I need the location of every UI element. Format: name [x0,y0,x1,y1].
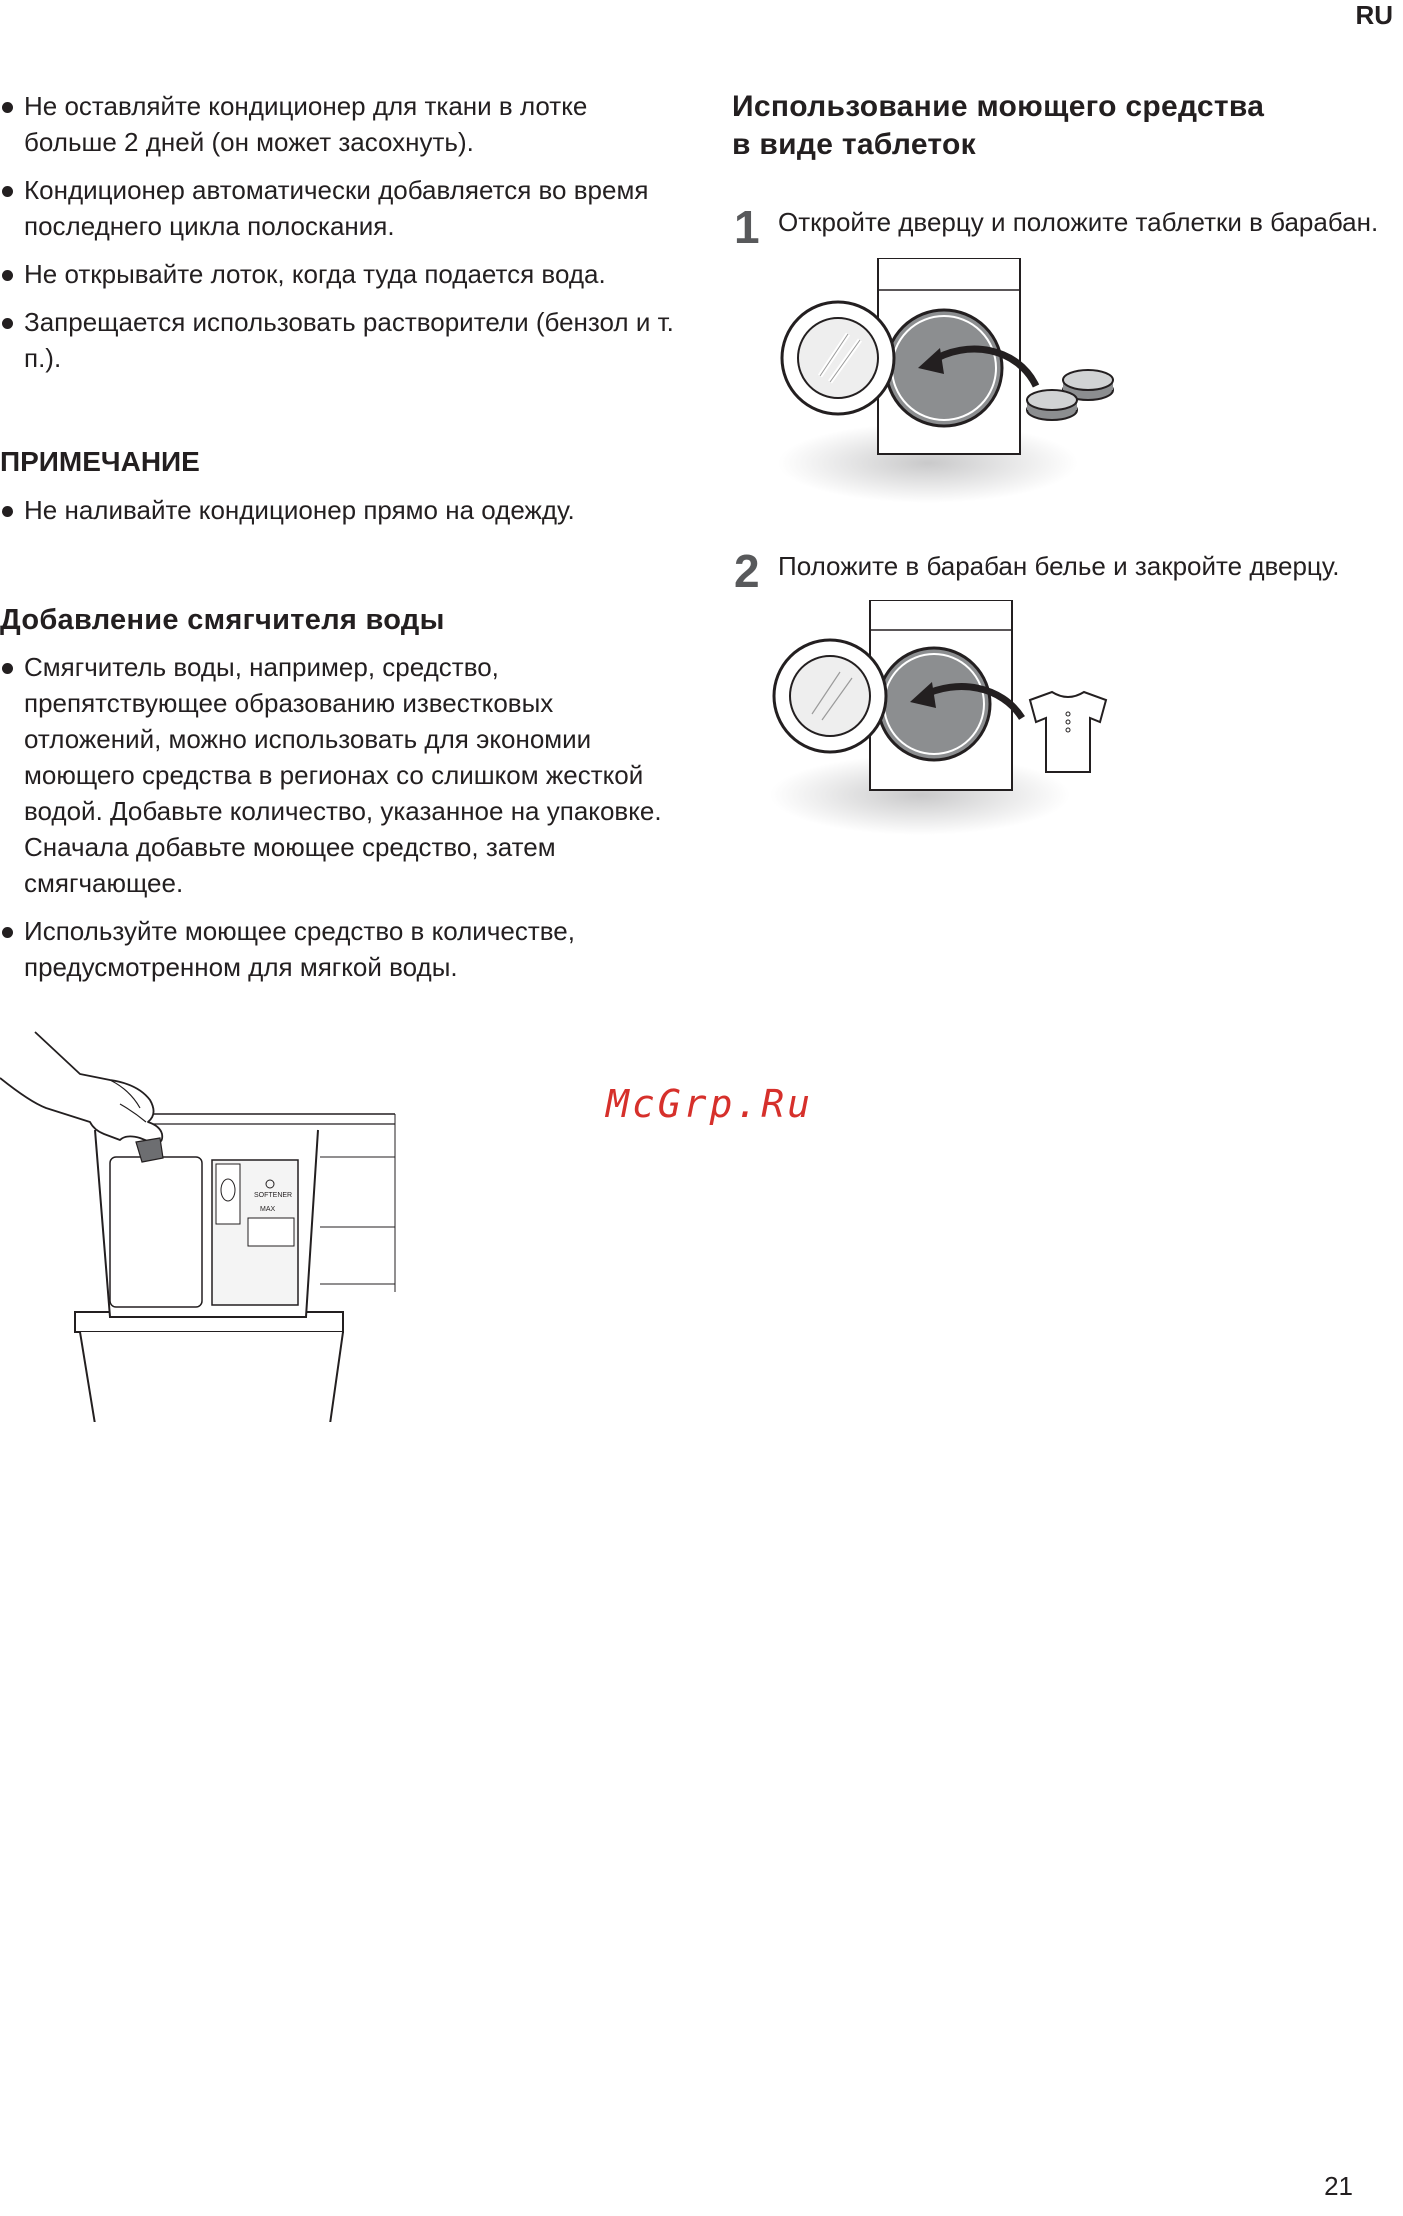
list-item: Кондиционер автоматически добавляется во время последнего цикла полоскания. [0,172,680,244]
note-list [0,492,680,528]
step-text: Откройте дверцу и положите таблетки в барабан. [778,207,1379,237]
list-item: Смягчитель воды, например, средство, препятствующее образованию известковых отложений, можно использовать для экономии моющего средства в регионах со слишком жесткой водой. Добавьте количество, указанное на упаковке. Сначала добавьте моющее средство, затем смягчающее. [0,649,680,901]
step-number: 2 [734,545,760,597]
heading-line-1: Использование моющего средства [732,90,1265,123]
page-number: 21 [1324,2171,1353,2201]
water-softener-list [0,649,680,985]
softener-label: SOFTENER [254,1192,293,1199]
hand-illustration [0,1032,162,1143]
heading-line-2: в виде таблеток [732,128,976,161]
tablet-detergent-heading [732,88,1392,164]
step-2 [732,545,1392,597]
detergent-compartment [110,1157,202,1307]
left-column [0,88,680,997]
step-1 [732,201,1392,253]
softener-precautions-list [0,88,680,376]
step-text: Положите в барабан белье и закройте дверцу. [778,551,1340,581]
list-item: Не наливайте кондиционер прямо на одежду. [0,492,680,528]
water-softener-heading: Добавление смягчителя воды [0,604,445,636]
tablet-icon [1027,390,1077,420]
detergent-drawer-illustration [0,1022,400,1422]
tshirt-icon [1030,692,1106,772]
list-item: Запрещается использовать растворители (бензол и т. п.). [0,304,680,376]
list-item: Не открывайте лоток, когда туда подается вода. [0,256,680,292]
watermark: McGrp.Ru [606,1082,814,1126]
list-item: Не оставляйте кондиционер для ткани в лотке больше 2 дней (он может засохнуть). [0,88,680,160]
language-code: RU [1355,0,1393,30]
note-heading: ПРИМЕЧАНИЕ [0,446,200,477]
max-label: MAX [260,1206,276,1213]
drum [886,310,1002,426]
washer-tablets-illustration [768,258,1168,518]
washer-laundry-illustration [762,600,1162,840]
right-column [732,88,1392,840]
list-item: Используйте моющее средство в количестве, предусмотренном для мягкой воды. [0,913,680,985]
step-number: 1 [734,201,760,253]
